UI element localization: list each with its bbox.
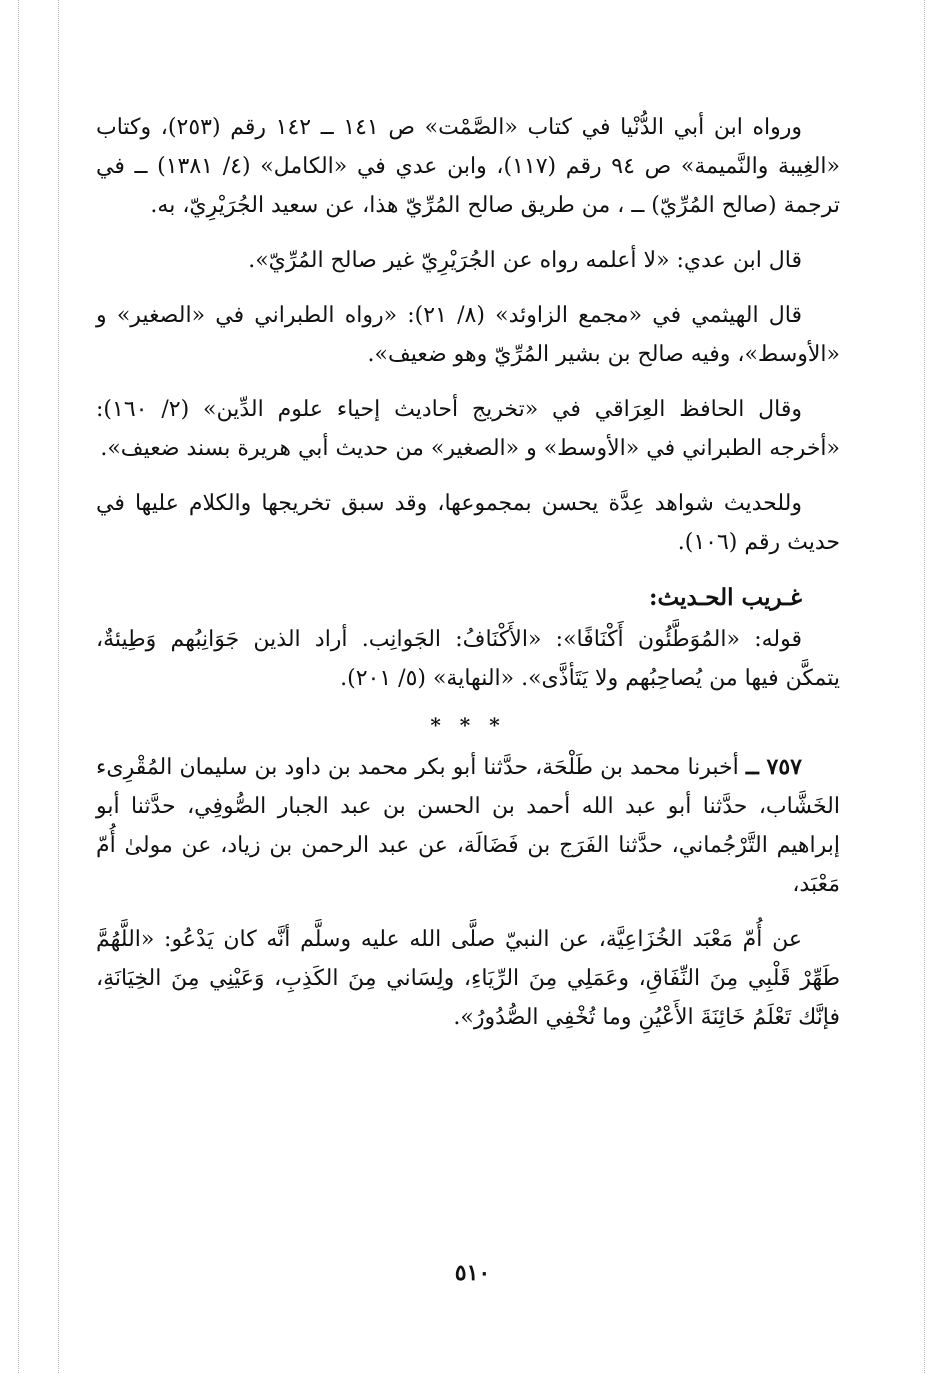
hadith-matn: عن أُمّ مَعْبَد الخُزَاعِيَّة، عن النبيّ صلَّى الله عليه وسلَّم أنَّه كان يَدْعُو: «اللَّهُمَّ طَهِّرْ قَلْبِي مِنَ النِّفَاقِ، وعَمَلِي مِنَ الرِّيَاءِ، ولِسَاني مِنَ الكَذِبِ، وَعَيْنِي مِنَ الخِيَانَةِ، فإنَّك تَعْلَمُ خَائِنَةَ الأَعْيُنِ وما تُخْفِي الصُّدُورُ». [96,927,840,1030]
paragraph-shawahid: وللحديث شواهد عِدَّة يحسن بمجموعها، وقد سبق تخريجها والكلام عليها في حديث رقم (١٠٦). [96,491,840,555]
margin-guide-left-inner [58,0,59,1373]
hadith-isnad-text: أخبرنا محمد بن طَلْحَة، حدَّثنا أبو بكر محمد بن داود بن سليمان المُقْرِىء الخَشَّاب، حدَّثنا أبو عبد الله أحمد بن الحسن بن عبد الجبار الصُّوفِي، حدَّثنا أبو إبراهيم التَّرْجُماني، حدَّثنا الفَرَج بن فَضَالَة، عن عبد الرحمن بن زياد، عن مولىٰ أُمّ مَعْبَد، [96,755,840,897]
margin-guide-right [924,0,925,1373]
page-body [96,108,840,1053]
paragraph-haythami: قال الهيثمي في «مجمع الزاوئد» (٨/ ٢١): «رواه الطبراني في «الصغير» و «الأوسط»، وفيه صالح بن بشير المُرِّيّ وهو ضعيف». [96,303,840,367]
paragraph-iraqi: وقال الحافظ العِرَاقي في «تخريج أحاديث إحياء علوم الدِّين» (٢/ ١٦٠): «أخرجه الطبراني في «الأوسط» و «الصغير» من حديث أبي هريرة بسند ضعيف». [96,397,840,461]
hadith-isnad [96,748,840,904]
section-heading-gharib: غـريب الحـديث: [649,584,802,611]
margin-guide-left-outer [18,0,19,1373]
paragraph-takhrij-1: ورواه ابن أبي الدُّنْيا في كتاب «الصَّمْت» ص ١٤١ ــ ١٤٢ رقم (٢٥٣)، وكتاب «الغِيبة والنَّميمة» ص ٩٤ رقم (١١٧)، وابن عدي في «الكامل» (٤/ ١٣٨١) ــ في ترجمة (صالح المُرِّيّ) ــ ، من طريق صالح المُرِّيّ هذا، عن سعيد الجُرَيْرِيّ، به. [96,115,840,218]
hadith-number: ٧٥٧ ــ [745,754,802,780]
section-separator: * * * [430,713,506,737]
page-number: ٥١٠ [454,1260,491,1286]
paragraph-ibn-adi-quote: قال ابن عدي: «لا أعلمه رواه عن الجُرَيْرِيّ غير صالح المُرِّيّ». [248,248,802,273]
paragraph-gharib: قوله: «المُوَطَّئُون أَكْنَافًا»: «الأَكْنَافُ: الجَوانِب. أراد الذين جَوَانِبُهم وَطِيئةٌ، يتمكَّن فيها من يُصاحِبُهم ولا يَتَأذَّى». «النهاية» (٥/ ٢٠١). [96,627,840,691]
